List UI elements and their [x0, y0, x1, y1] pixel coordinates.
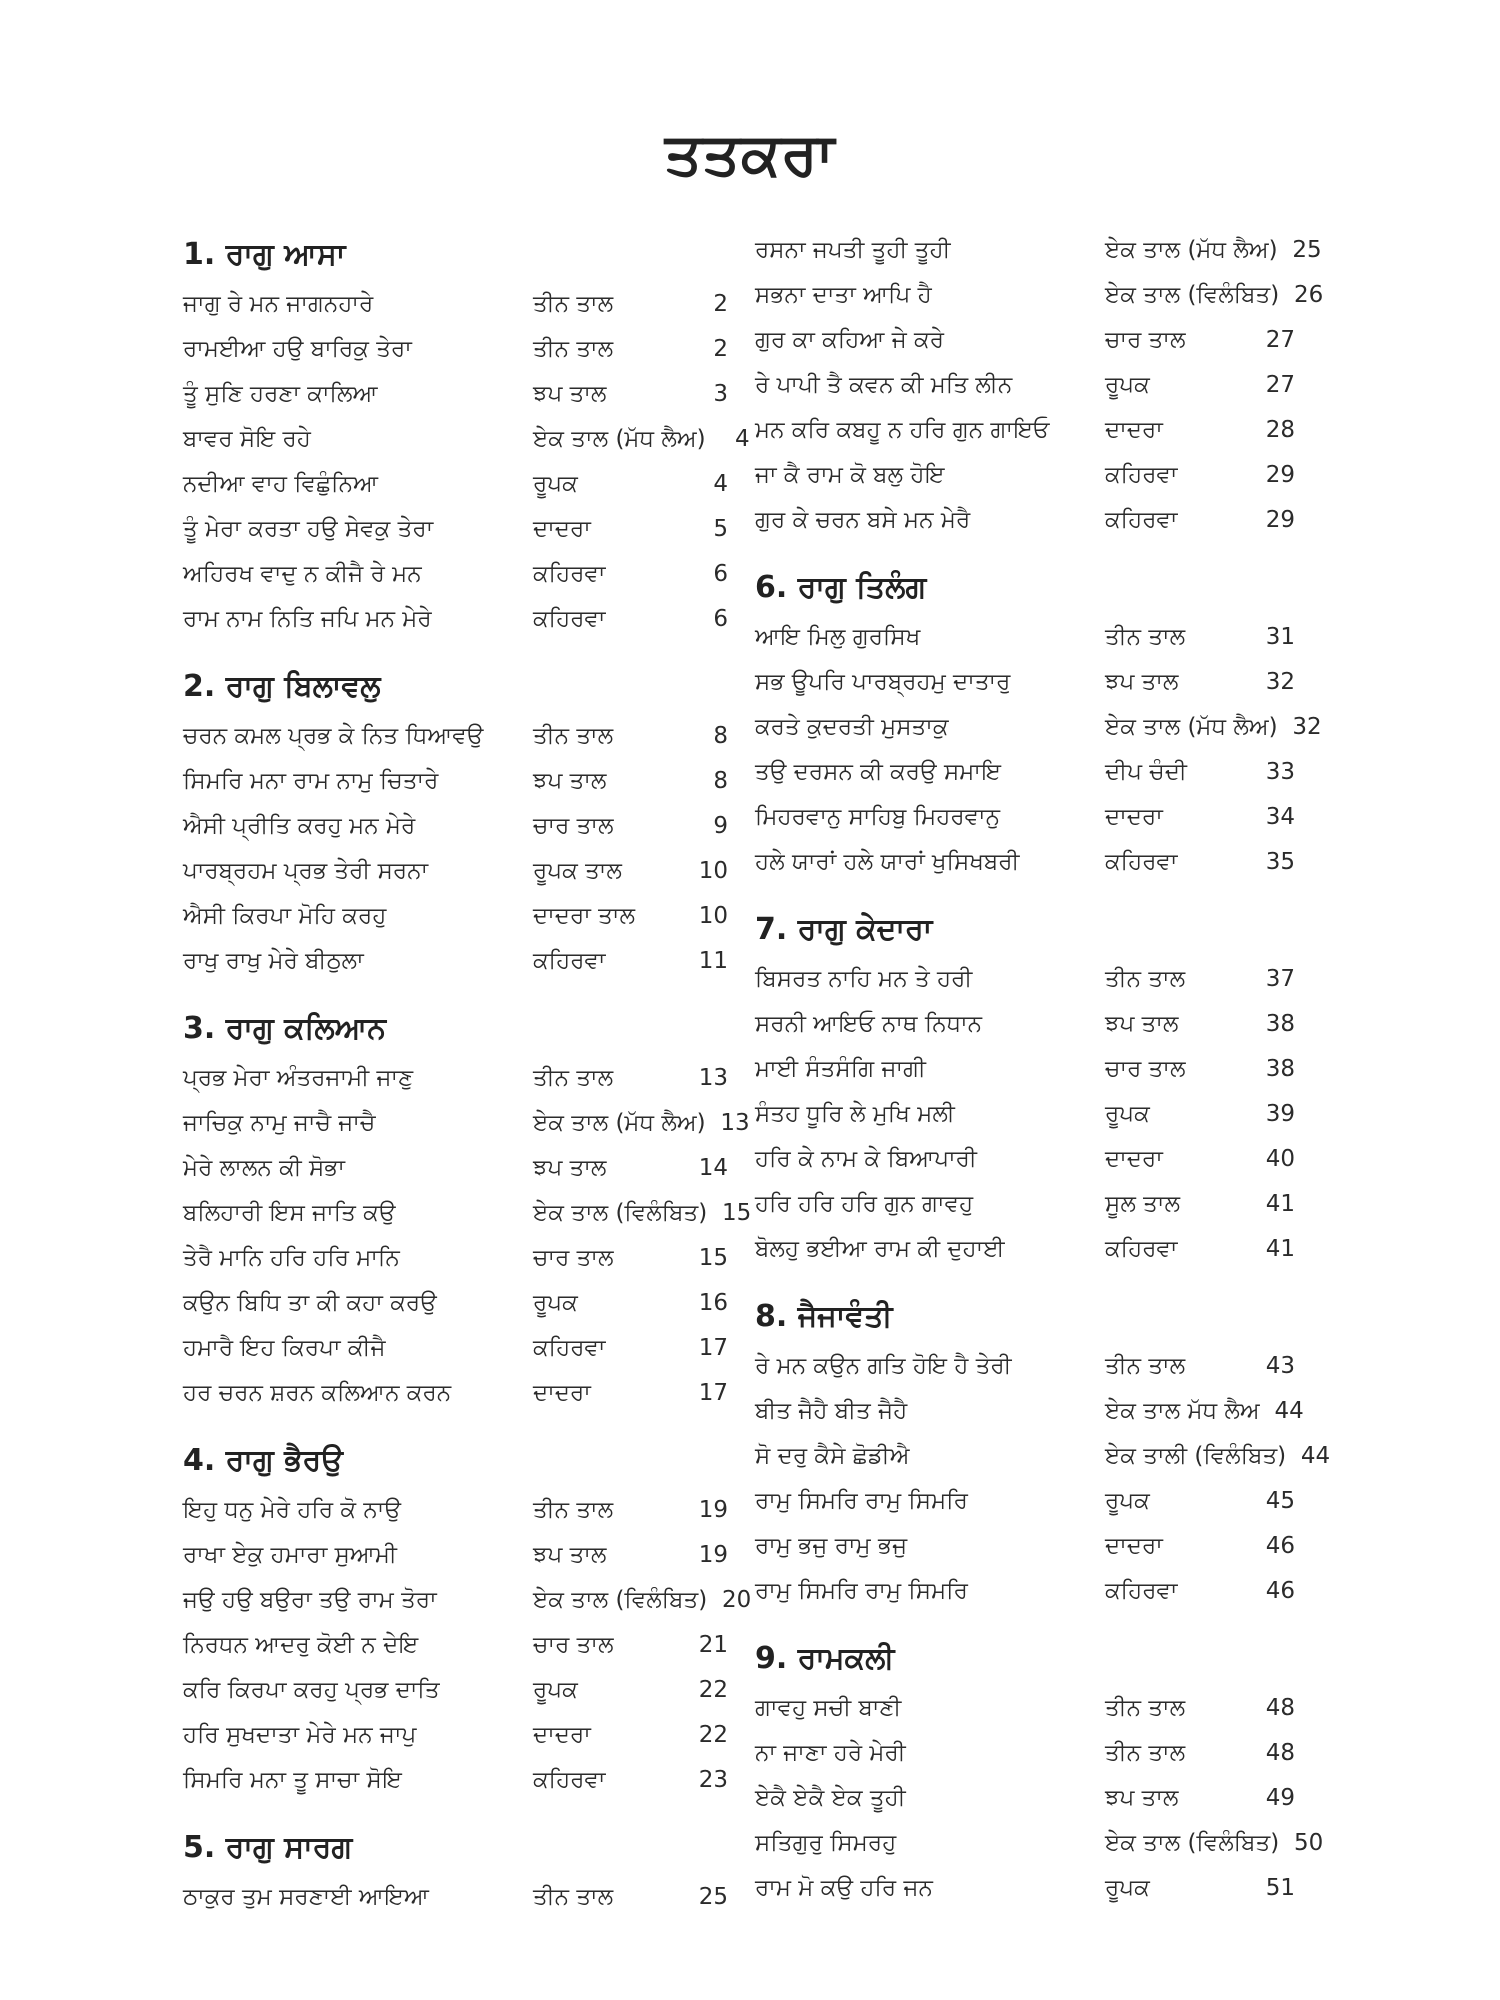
- page-number: 5: [713, 516, 728, 542]
- shabad-title: ਅਹਿਰਖ ਵਾਦੁ ਨ ਕੀਜੈ ਰੇ ਮਨ: [183, 561, 422, 587]
- page-number: 21: [698, 1632, 728, 1658]
- taal-name: ਦਾਦਰਾ: [533, 1722, 591, 1748]
- section-heading: 5. ਰਾਗੁ ਸਾਰਗ: [183, 1830, 353, 1865]
- shabad-title: ਸਤਿਗੁਰੁ ਸਿਮਰਹੁ: [755, 1830, 897, 1856]
- page-number: 49: [1265, 1785, 1295, 1811]
- page-number: 50: [1293, 1830, 1324, 1856]
- taal-name: ਰੂਪਕ ਤਾਲ: [533, 858, 622, 884]
- taal-name: ਚਾਰ ਤਾਲ: [1105, 327, 1186, 353]
- shabad-title: ਬਲਿਹਾਰੀ ਇਸ ਜਾਤਿ ਕਉ: [183, 1200, 396, 1226]
- toc-entry[interactable]: [183, 327, 728, 372]
- taal-name: ਰੂਪਕ: [1105, 372, 1150, 398]
- shabad-title: ਇਹੁ ਧਨੁ ਮੇਰੇ ਹਰਿ ਕੋ ਨਾਉ: [183, 1497, 401, 1523]
- taal-name: ਦਾਦਰਾ: [533, 516, 591, 542]
- toc-entry[interactable]: [755, 660, 1295, 705]
- toc-entry[interactable]: [183, 507, 728, 552]
- shabad-title: ਗੁਰ ਕਾ ਕਹਿਆ ਜੇ ਕਰੇ: [755, 327, 944, 353]
- page-number: 6: [713, 561, 728, 587]
- right-column: [755, 228, 1331, 1911]
- toc-entry[interactable]: [755, 840, 1295, 885]
- toc-entry[interactable]: [183, 1713, 728, 1758]
- taal-name: ਰੂਪਕ: [1105, 1101, 1150, 1127]
- page-number: 32: [1265, 669, 1295, 695]
- toc-entry[interactable]: [755, 1182, 1295, 1227]
- section-heading: 7. ਰਾਗੁ ਕੇਦਾਰਾ: [755, 912, 933, 947]
- toc-entry[interactable]: [183, 1668, 728, 1713]
- page-number: 40: [1265, 1146, 1295, 1172]
- page-number: 15: [698, 1245, 728, 1271]
- toc-entry[interactable]: [755, 615, 1295, 660]
- taal-name: ਤੀਨ ਤਾਲ: [533, 723, 614, 749]
- taal-name: ਏਕ ਤਾਲ (ਵਿਲੰਬਿਤ): [533, 1200, 708, 1226]
- taal-name: ਝਪ ਤਾਲ: [533, 1155, 607, 1181]
- taal-name: ਚਾਰ ਤਾਲ: [1105, 1056, 1186, 1082]
- shabad-title: ਸੰਤਹ ਧੂਰਿ ਲੇ ਮੁਖਿ ਮਲੀ: [755, 1101, 955, 1127]
- page-number: 20: [721, 1587, 752, 1613]
- page-number: 48: [1265, 1695, 1295, 1721]
- shabad-title: ਜਾਗੁ ਰੇ ਮਨ ਜਾਗਨਹਾਰੇ: [183, 291, 374, 317]
- taal-name: ਕਹਿਰਵਾ: [1105, 849, 1178, 875]
- page-number: 8: [713, 768, 728, 794]
- taal-name: ਚਾਰ ਤਾਲ: [533, 1632, 614, 1658]
- shabad-title: ਰਾਮੁ ਸਿਮਰਿ ਰਾਮੁ ਸਿਮਰਿ: [755, 1578, 968, 1604]
- page-number: 25: [1292, 237, 1322, 263]
- page-number: 31: [1265, 624, 1295, 650]
- toc-entry[interactable]: [183, 372, 728, 417]
- shabad-title: ਤੇਰੈ ਮਾਨਿ ਹਰਿ ਹਰਿ ਮਾਨਿ: [183, 1245, 400, 1271]
- page-number: 2: [713, 336, 728, 362]
- page-number: 33: [1265, 759, 1295, 785]
- toc-entry[interactable]: [755, 1434, 1331, 1479]
- taal-name: ਤੀਨ ਤਾਲ: [533, 1065, 614, 1091]
- shabad-title: ਐਸੀ ਪ੍ਰੀਤਿ ਕਰਹੁ ਮਨ ਮੇਰੇ: [183, 813, 416, 839]
- toc-entry[interactable]: [755, 1092, 1295, 1137]
- toc-entry[interactable]: [183, 939, 728, 984]
- taal-name: ਕਹਿਰਵਾ: [533, 606, 606, 632]
- page-number: 48: [1265, 1740, 1295, 1766]
- toc-entry[interactable]: [183, 1371, 728, 1416]
- taal-name: ਤੀਨ ਤਾਲ: [1105, 624, 1186, 650]
- toc-entry[interactable]: [755, 1137, 1295, 1182]
- shabad-title: ਕਰਿ ਕਿਰਪਾ ਕਰਹੁ ਪ੍ਰਭ ਦਾਤਿ: [183, 1677, 440, 1703]
- page-title: ਤਤਕਰਾ: [664, 120, 836, 188]
- shabad-title: ਠਾਕੁਰ ਤੁਮ ਸਰਣਾਈ ਆਇਆ: [183, 1884, 429, 1910]
- toc-entry[interactable]: [755, 1227, 1295, 1272]
- shabad-title: ਰੇ ਮਨ ਕਉਨ ਗਤਿ ਹੋਇ ਹੈ ਤੇਰੀ: [755, 1353, 1012, 1379]
- shabad-title: ਹਰਿ ਹਰਿ ਹਰਿ ਗੁਨ ਗਾਵਹੁ: [755, 1191, 974, 1217]
- page-number: 3: [713, 381, 728, 407]
- toc-entry[interactable]: [755, 1686, 1295, 1731]
- toc-entry[interactable]: [755, 453, 1295, 498]
- taal-name: ਝਪ ਤਾਲ: [1105, 669, 1179, 695]
- toc-entry[interactable]: [755, 228, 1322, 273]
- page-number: 45: [1265, 1488, 1295, 1514]
- taal-name: ਏਕ ਤਾਲ (ਮੱਧ ਲੈਅ): [533, 426, 706, 452]
- page-number: 38: [1265, 1011, 1295, 1037]
- shabad-title: ਸਿਮਰਿ ਮਨਾ ਰਾਮ ਨਾਮੁ ਚਿਤਾਰੇ: [183, 768, 439, 794]
- toc-entry[interactable]: [183, 1236, 728, 1281]
- taal-name: ਦਾਦਰਾ ਤਾਲ: [533, 903, 636, 929]
- toc-entry[interactable]: [183, 759, 728, 804]
- section-heading: 8. ਜੈਜਾਵੰਤੀ: [755, 1299, 893, 1334]
- taal-name: ਤੀਨ ਤਾਲ: [1105, 1740, 1186, 1766]
- taal-name: ਏਕ ਤਾਲ (ਵਿਲੰਬਿਤ): [1105, 1830, 1280, 1856]
- toc-entry[interactable]: [183, 417, 750, 462]
- toc-entry[interactable]: [755, 705, 1322, 750]
- shabad-title: ਤਉ ਦਰਸਨ ਕੀ ਕਰਉ ਸਮਾਇ: [755, 759, 1001, 785]
- toc-entry[interactable]: [755, 1524, 1295, 1569]
- page-number: 10: [698, 858, 728, 884]
- taal-name: ਏਕ ਤਾਲ (ਮੱਧ ਲੈਅ): [533, 1110, 706, 1136]
- page-number: 41: [1265, 1236, 1295, 1262]
- taal-name: ਦਾਦਰਾ: [533, 1380, 591, 1406]
- toc-entry[interactable]: [755, 1002, 1295, 1047]
- page-number: 2: [713, 291, 728, 317]
- taal-name: ਝਪ ਤਾਲ: [1105, 1011, 1179, 1037]
- taal-name: ਚਾਰ ਤਾਲ: [533, 1245, 614, 1271]
- page-number: 9: [713, 813, 728, 839]
- shabad-title: ਨਾ ਜਾਣਾ ਹਰੇ ਮੇਰੀ: [755, 1740, 906, 1766]
- page-number: 25: [698, 1884, 728, 1910]
- taal-name: ਰੂਪਕ: [533, 1290, 578, 1316]
- page-number: 38: [1265, 1056, 1295, 1082]
- section-heading: 1. ਰਾਗੁ ਆਸਾ: [183, 237, 346, 272]
- taal-name: ਏਕ ਤਾਲ (ਵਿਲੰਬਿਤ): [533, 1587, 708, 1613]
- taal-name: ਏਕ ਤਾਲ ਮੱਧ ਲੈਅ: [1105, 1398, 1260, 1424]
- taal-name: ਏਕ ਤਾਲ (ਮੱਧ ਲੈਅ): [1105, 237, 1278, 263]
- page-number: 23: [698, 1767, 728, 1793]
- toc-entry[interactable]: [755, 318, 1295, 363]
- page-number: 8: [713, 723, 728, 749]
- taal-name: ਤੀਨ ਤਾਲ: [1105, 966, 1186, 992]
- section-heading: 2. ਰਾਗੁ ਬਿਲਾਵਲੁ: [183, 669, 381, 704]
- shabad-title: ਰਾਮੁ ਭਜੁ ਰਾਮੁ ਭਜੁ: [755, 1533, 908, 1559]
- shabad-title: ਕਉਨ ਬਿਧਿ ਤਾ ਕੀ ਕਹਾ ਕਰਉ: [183, 1290, 437, 1316]
- taal-name: ਏਕ ਤਾਲ (ਮੱਧ ਲੈਅ): [1105, 714, 1278, 740]
- taal-name: ਕਹਿਰਵਾ: [1105, 462, 1178, 488]
- taal-name: ਝਪ ਤਾਲ: [533, 381, 607, 407]
- taal-name: ਸੂਲ ਤਾਲ: [1105, 1191, 1181, 1217]
- toc-entry[interactable]: [183, 1758, 728, 1803]
- taal-name: ਕਹਿਰਵਾ: [533, 561, 606, 587]
- shabad-title: ਸੋ ਦਰੁ ਕੈਸੇ ਛੋਡੀਐ: [755, 1443, 910, 1469]
- toc-entry[interactable]: [755, 795, 1295, 840]
- toc-entry[interactable]: [755, 1866, 1295, 1911]
- toc-entry[interactable]: [755, 1389, 1304, 1434]
- page-number: 27: [1265, 327, 1295, 353]
- toc-entry[interactable]: [755, 957, 1295, 1002]
- taal-name: ਤੀਨ ਤਾਲ: [533, 1884, 614, 1910]
- shabad-title: ਮੇਰੇ ਲਾਲਨ ਕੀ ਸੋਭਾ: [183, 1155, 345, 1181]
- taal-name: ਤੀਨ ਤਾਲ: [1105, 1695, 1186, 1721]
- toc-entry[interactable]: [755, 273, 1324, 318]
- shabad-title: ਜਾ ਕੈ ਰਾਮ ਕੋ ਬਲੁ ਹੋਇ: [755, 462, 945, 488]
- taal-name: ਦਾਦਰਾ: [1105, 417, 1163, 443]
- toc-entry[interactable]: [183, 1056, 728, 1101]
- page-number: 29: [1265, 507, 1295, 533]
- page-number: 46: [1265, 1533, 1295, 1559]
- section-heading: 9. ਰਾਮਕਲੀ: [755, 1641, 895, 1676]
- shabad-title: ਬੀਤ ਜੈਹੈ ਬੀਤ ਜੈਹੈ: [755, 1398, 908, 1424]
- taal-name: ਰੂਪਕ: [533, 471, 578, 497]
- toc-entry[interactable]: [755, 1731, 1295, 1776]
- shabad-title: ਜਉ ਹਉ ਬਉਰਾ ਤਉ ਰਾਮ ਤੋਰਾ: [183, 1587, 437, 1613]
- shabad-title: ਜਾਚਿਕੁ ਨਾਮੁ ਜਾਚੈ ਜਾਚੈ: [183, 1110, 376, 1136]
- taal-name: ਤੀਨ ਤਾਲ: [533, 336, 614, 362]
- taal-name: ਚਾਰ ਤਾਲ: [533, 813, 614, 839]
- shabad-title: ਰਾਮ ਮੋ ਕਉ ਹਰਿ ਜਨ: [755, 1875, 933, 1901]
- toc-entry[interactable]: [183, 282, 728, 327]
- shabad-title: ਚਰਨ ਕਮਲ ਪ੍ਰਭ ਕੇ ਨਿਤ ਧਿਆਵਉ: [183, 723, 484, 749]
- shabad-title: ਏਕੈ ਏਕੈ ਏਕ ਤੂਹੀ: [755, 1785, 906, 1811]
- section-heading: 3. ਰਾਗੁ ਕਲਿਆਨ: [183, 1011, 387, 1046]
- shabad-title: ਹਲੇ ਯਾਰਾਂ ਹਲੇ ਯਾਰਾਂ ਖੁਸਿਖਬਰੀ: [755, 849, 1020, 875]
- taal-name: ਕਹਿਰਵਾ: [533, 1335, 606, 1361]
- page-number: 19: [698, 1497, 728, 1523]
- toc-entry[interactable]: [755, 363, 1295, 408]
- taal-name: ਦਾਦਰਾ: [1105, 1533, 1163, 1559]
- shabad-title: ਬੋਲਹੁ ਭਈਆ ਰਾਮ ਕੀ ਦੁਹਾਈ: [755, 1236, 1005, 1262]
- page-number: 44: [1300, 1443, 1331, 1469]
- taal-name: ਝਪ ਤਾਲ: [533, 768, 607, 794]
- shabad-title: ਸਭ ਊਪਰਿ ਪਾਰਬ੍ਰਹਮੁ ਦਾਤਾਰੁ: [755, 669, 1011, 695]
- toc-entry[interactable]: [183, 1326, 728, 1371]
- taal-name: ਦਾਦਰਾ: [1105, 804, 1163, 830]
- shabad-title: ਰਾਖਾ ਏਕੁ ਹਮਾਰਾ ਸੁਆਮੀ: [183, 1542, 397, 1568]
- toc-entry[interactable]: [755, 1776, 1295, 1821]
- toc-entry[interactable]: [183, 1191, 752, 1236]
- page-number: 51: [1265, 1875, 1295, 1901]
- shabad-title: ਮਨ ਕਰਿ ਕਬਹੂ ਨ ਹਰਿ ਗੁਨ ਗਾਇਓ: [755, 417, 1050, 443]
- page-number: 4: [713, 471, 728, 497]
- shabad-title: ਐਸੀ ਕਿਰਪਾ ਮੋਹਿ ਕਰਹੁ: [183, 903, 387, 929]
- toc-entry[interactable]: [183, 1623, 728, 1668]
- shabad-title: ਰਾਮ ਨਾਮ ਨਿਤਿ ਜਪਿ ਮਨ ਮੇਰੇ: [183, 606, 432, 632]
- taal-name: ਕਹਿਰਵਾ: [1105, 507, 1178, 533]
- toc-entry[interactable]: [183, 1533, 728, 1578]
- shabad-title: ਹਰ ਚਰਨ ਸ਼ਰਨ ਕਲਿਆਨ ਕਰਨ: [183, 1380, 452, 1406]
- taal-name: ਤੀਨ ਤਾਲ: [533, 291, 614, 317]
- page-number: 35: [1265, 849, 1295, 875]
- toc-entry[interactable]: [755, 750, 1295, 795]
- shabad-title: ਕਰਤੇ ਕੁਦਰਤੀ ਮੁਸਤਾਕੁ: [755, 714, 949, 740]
- page-number: 41: [1265, 1191, 1295, 1217]
- toc-entry[interactable]: [183, 849, 728, 894]
- page-number: 14: [698, 1155, 728, 1181]
- shabad-title: ਨਿਰਧਨ ਆਦਰੁ ਕੋਈ ਨ ਦੇਇ: [183, 1632, 419, 1658]
- toc-entry[interactable]: [183, 1101, 750, 1146]
- shabad-title: ਰਾਮੁ ਸਿਮਰਿ ਰਾਮੁ ਸਿਮਰਿ: [755, 1488, 968, 1514]
- toc-entry[interactable]: [755, 1569, 1295, 1614]
- page-number: 26: [1293, 282, 1324, 308]
- taal-name: ਕਹਿਰਵਾ: [533, 948, 606, 974]
- page-number: 39: [1265, 1101, 1295, 1127]
- shabad-title: ਗੁਰ ਕੇ ਚਰਨ ਬਸੇ ਮਨ ਮੇਰੈ: [755, 507, 971, 533]
- shabad-title: ਰਾਮਈਆ ਹਉ ਬਾਰਿਕੁ ਤੇਰਾ: [183, 336, 412, 362]
- page-number: 22: [698, 1722, 728, 1748]
- toc-entry[interactable]: [183, 552, 728, 597]
- shabad-title: ਨਦੀਆ ਵਾਹ ਵਿਛੁੰਨਿਆ: [183, 471, 378, 497]
- section-heading: 6. ਰਾਗੁ ਤਿਲੰਗ: [755, 570, 927, 605]
- taal-name: ਕਹਿਰਵਾ: [533, 1767, 606, 1793]
- shabad-title: ਸਭਨਾ ਦਾਤਾ ਆਪਿ ਹੈ: [755, 282, 932, 308]
- page-number: 13: [720, 1110, 750, 1136]
- page-number: 10: [698, 903, 728, 929]
- shabad-title: ਸਰਨੀ ਆਇਓ ਨਾਥ ਨਿਧਾਨ: [755, 1011, 983, 1037]
- page-number: 46: [1265, 1578, 1295, 1604]
- toc-entry[interactable]: [183, 1578, 752, 1623]
- shabad-title: ਪ੍ਰਭ ਮੇਰਾ ਅੰਤਰਜਾਮੀ ਜਾਣੁ: [183, 1065, 414, 1091]
- taal-name: ਕਹਿਰਵਾ: [1105, 1578, 1178, 1604]
- page-number: 34: [1265, 804, 1295, 830]
- page-number: 6: [713, 606, 728, 632]
- toc-entry[interactable]: [183, 1875, 728, 1920]
- toc-entry[interactable]: [755, 498, 1295, 543]
- taal-name: ਰੂਪਕ: [533, 1677, 578, 1703]
- taal-name: ਤੀਨ ਤਾਲ: [533, 1497, 614, 1523]
- shabad-title: ਪਾਰਬ੍ਰਹਮ ਪ੍ਰਭ ਤੇਰੀ ਸਰਨਾ: [183, 858, 429, 884]
- shabad-title: ਤੂੰ ਸੁਣਿ ਹਰਣਾ ਕਾਲਿਆ: [183, 381, 378, 407]
- toc-entry[interactable]: [755, 1344, 1295, 1389]
- page-number: 22: [698, 1677, 728, 1703]
- shabad-title: ਮਾਈ ਸੰਤਸੰਗਿ ਜਾਗੀ: [755, 1056, 926, 1082]
- shabad-title: ਬਾਵਰ ਸੋਇ ਰਹੇ: [183, 426, 311, 452]
- left-column: [183, 228, 752, 1920]
- taal-name: ਦੀਪ ਚੰਦੀ: [1105, 759, 1187, 785]
- shabad-title: ਰਾਖੁ ਰਾਖੁ ਮੇਰੇ ਬੀਠੁਲਾ: [183, 948, 364, 974]
- taal-name: ਤੀਨ ਤਾਲ: [1105, 1353, 1186, 1379]
- shabad-title: ਹਰਿ ਸੁਖਦਾਤਾ ਮੇਰੇ ਮਨ ਜਾਪੁ: [183, 1722, 417, 1748]
- taal-name: ਏਕ ਤਾਲੀ (ਵਿਲੰਬਿਤ): [1105, 1443, 1287, 1469]
- toc-entry[interactable]: [183, 894, 728, 939]
- section-heading: 4. ਰਾਗੁ ਭੈਰਉ: [183, 1443, 343, 1478]
- toc-entry[interactable]: [183, 1488, 728, 1533]
- taal-name: ਏਕ ਤਾਲ (ਵਿਲੰਬਿਤ): [1105, 282, 1280, 308]
- taal-name: ਝਪ ਤਾਲ: [1105, 1785, 1179, 1811]
- shabad-title: ਰਸਨਾ ਜਪਤੀ ਤੂਹੀ ਤੂਹੀ: [755, 237, 951, 263]
- taal-name: ਰੂਪਕ: [1105, 1488, 1150, 1514]
- page-number: 11: [698, 948, 728, 974]
- shabad-title: ਹਮਾਰੈ ਇਹ ਕਿਰਪਾ ਕੀਜੈ: [183, 1335, 386, 1361]
- page-number: 27: [1265, 372, 1295, 398]
- page-number: 16: [698, 1290, 728, 1316]
- page-number: 13: [698, 1065, 728, 1091]
- toc-entry[interactable]: [183, 714, 728, 759]
- page-number: 29: [1265, 462, 1295, 488]
- page-number: 19: [698, 1542, 728, 1568]
- toc-entry[interactable]: [183, 462, 728, 507]
- page-number: 37: [1265, 966, 1295, 992]
- taal-name: ਝਪ ਤਾਲ: [533, 1542, 607, 1568]
- page-number: 28: [1265, 417, 1295, 443]
- toc-entry[interactable]: [183, 1281, 728, 1326]
- page-number: 43: [1265, 1353, 1295, 1379]
- shabad-title: ਆਇ ਮਿਲੁ ਗੁਰਸਿਖ: [755, 624, 921, 650]
- page-number: 17: [698, 1335, 728, 1361]
- taal-name: ਰੂਪਕ: [1105, 1875, 1150, 1901]
- shabad-title: ਸਿਮਰਿ ਮਨਾ ਤੂ ਸਾਚਾ ਸੋਇ: [183, 1767, 402, 1793]
- shabad-title: ਰੇ ਪਾਪੀ ਤੈ ਕਵਨ ਕੀ ਮਤਿ ਲੀਨ: [755, 372, 1013, 398]
- shabad-title: ਮਿਹਰਵਾਨੁ ਸਾਹਿਬੁ ਮਿਹਰਵਾਨੁ: [755, 804, 1000, 830]
- toc-entry[interactable]: [755, 408, 1295, 453]
- toc-entry[interactable]: [183, 1146, 728, 1191]
- shabad-title: ਗਾਵਹੁ ਸਚੀ ਬਾਣੀ: [755, 1695, 902, 1721]
- page-number: 4: [735, 426, 750, 452]
- shabad-title: ਹਰਿ ਕੇ ਨਾਮ ਕੇ ਬਿਆਪਾਰੀ: [755, 1146, 977, 1172]
- toc-entry[interactable]: [755, 1479, 1295, 1524]
- toc-entry[interactable]: [755, 1047, 1295, 1092]
- toc-entry[interactable]: [755, 1821, 1324, 1866]
- taal-name: ਕਹਿਰਵਾ: [1105, 1236, 1178, 1262]
- taal-name: ਦਾਦਰਾ: [1105, 1146, 1163, 1172]
- shabad-title: ਤੂੰ ਮੇਰਾ ਕਰਤਾ ਹਉ ਸੇਵਕੁ ਤੇਰਾ: [183, 516, 434, 542]
- toc-entry[interactable]: [183, 804, 728, 849]
- page-number: 17: [698, 1380, 728, 1406]
- page-number: 15: [721, 1200, 752, 1226]
- page-number: 32: [1292, 714, 1322, 740]
- shabad-title: ਬਿਸਰਤ ਨਾਹਿ ਮਨ ਤੇ ਹਰੀ: [755, 966, 973, 992]
- page-number: 44: [1274, 1398, 1304, 1424]
- toc-entry[interactable]: [183, 597, 728, 642]
